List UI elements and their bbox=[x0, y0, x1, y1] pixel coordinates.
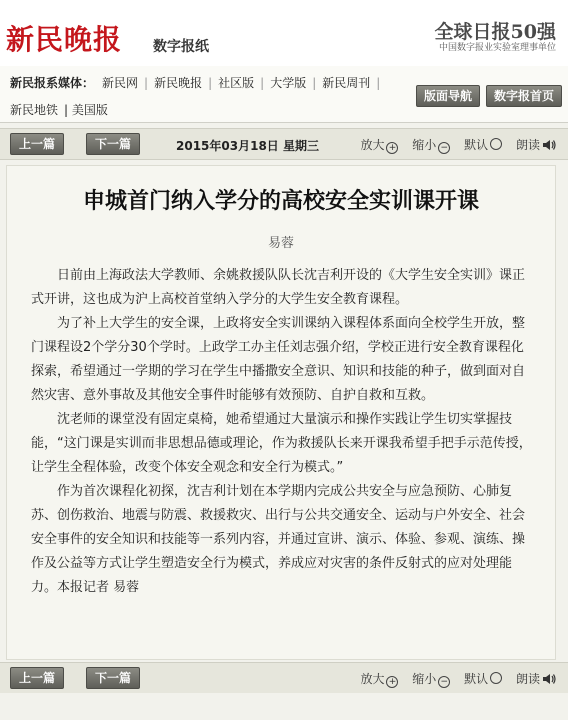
article-paragraph: 为了补上大学生的安全课，上政将安全实训课纳入课程体系面向全校学生开放，整门课程设2个学分30个学时。上政学工办主任刘志强介绍，学校正进行安全教育课程化探索，希望通过一学期的学习在学生中播撒安全意识、知识和技能的种子，做到面对自然灾害、意外事故及其他安全事件时能够有效预防、自护自救和互救。 bbox=[31, 316, 526, 403]
next-article-button[interactable]: 下一篇 bbox=[86, 133, 140, 155]
default-size-tool[interactable]: 默认 bbox=[464, 138, 502, 152]
article-author: 易蓉 bbox=[267, 236, 294, 251]
article-container bbox=[6, 165, 556, 660]
reading-tools-bottom bbox=[350, 670, 556, 688]
media-link-us-edition[interactable]: 美国版 bbox=[71, 103, 108, 117]
default-size-tool-bottom[interactable]: 默认 bbox=[464, 672, 502, 686]
slogan bbox=[435, 22, 556, 54]
article-paragraph: 沈老师的课堂没有固定桌椅，她希望通过大量演示和操作实践让学生切实掌握技能，“这门课是实训而非思想品德或理论，作为救援队长来开课我希望手把手示范传授，让学生全程体验，改变个体安全观念和安全行为模式。” bbox=[31, 412, 532, 475]
media-links: 新民网 | 新民晚报 | 社区版 | 大学版 | 新民周刊 | bbox=[102, 76, 381, 90]
media-link-xinmin-evening[interactable]: 新民晚报 bbox=[154, 76, 203, 90]
read-aloud-tool-bottom[interactable]: 朗读 bbox=[516, 672, 556, 686]
issue-date: 2015年03月18日 星期三 bbox=[176, 139, 319, 153]
article-body bbox=[31, 264, 535, 600]
minus-icon: − bbox=[438, 676, 450, 688]
speaker-icon bbox=[542, 672, 556, 686]
media-label: 新民报系媒体： bbox=[10, 76, 95, 90]
media-link-metro[interactable]: 新民地铁 bbox=[10, 103, 59, 117]
media-link-xinmin-net[interactable]: 新民网 bbox=[102, 76, 139, 90]
article-toolbar-top bbox=[0, 128, 568, 160]
media-bar bbox=[0, 66, 568, 123]
site-header bbox=[0, 0, 568, 66]
zoom-out-tool-bottom[interactable]: 缩小 − bbox=[412, 672, 450, 686]
media-links-row2: 新民地铁 | 美国版 bbox=[10, 103, 108, 117]
logo-subtitle: 数字报纸 bbox=[153, 39, 209, 55]
plus-icon: + bbox=[386, 676, 398, 688]
circle-icon bbox=[490, 672, 502, 684]
article-paragraph: 日前由上海政法大学教师、余姚救援队队长沈吉利开设的《大学生安全实训》课正式开讲，这也成为沪上高校首堂纳入学分的大学生安全教育课程。 bbox=[31, 268, 526, 307]
media-link-community[interactable]: 社区版 bbox=[218, 76, 255, 90]
zoom-in-tool-bottom[interactable]: 放大 + bbox=[360, 672, 398, 686]
page-nav-button[interactable]: 版面导航 bbox=[416, 85, 480, 107]
digital-home-button[interactable]: 数字报首页 bbox=[486, 85, 562, 107]
media-link-university[interactable]: 大学版 bbox=[270, 76, 307, 90]
zoom-in-tool[interactable]: 放大 + bbox=[360, 138, 398, 152]
reading-tools bbox=[350, 136, 556, 154]
article-paragraph: 作为首次课程化初探，沈吉利计划在本学期内完成公共安全与应急预防、心肺复苏、创伤救治、地震与防震、救援救灾、出行与公共交通安全、运动与户外安全、社会安全事件的安全知识和技能等一系列内容，并通过宣讲、演示、体验、参观、演练、操作及公益等方式让学生塑造安全行为模式，养成应对灾害的条件反射式的应对处理能力。本报记者 易蓉 bbox=[31, 484, 526, 595]
read-aloud-tool[interactable]: 朗读 bbox=[516, 138, 556, 152]
newspaper-logo[interactable]: 新民晚报 bbox=[6, 23, 123, 56]
next-article-button-bottom[interactable]: 下一篇 bbox=[86, 667, 140, 689]
speaker-icon bbox=[542, 138, 556, 152]
page-footer-strip bbox=[0, 693, 568, 720]
plus-icon: + bbox=[386, 142, 398, 154]
circle-icon bbox=[490, 138, 502, 150]
minus-icon: − bbox=[438, 142, 450, 154]
zoom-out-tool[interactable]: 缩小 − bbox=[412, 138, 450, 152]
article-toolbar-bottom bbox=[0, 662, 568, 694]
media-link-weekly[interactable]: 新民周刊 bbox=[322, 76, 371, 90]
prev-article-button-bottom[interactable]: 上一篇 bbox=[10, 667, 64, 689]
prev-article-button[interactable]: 上一篇 bbox=[10, 133, 64, 155]
slogan-sub: 中国数字报业实验室理事单位 bbox=[438, 43, 556, 53]
slogan-main: 全球日报50强 bbox=[434, 21, 556, 43]
article-title: 申城首门纳入学分的高校安全实训课开课 bbox=[82, 189, 479, 214]
